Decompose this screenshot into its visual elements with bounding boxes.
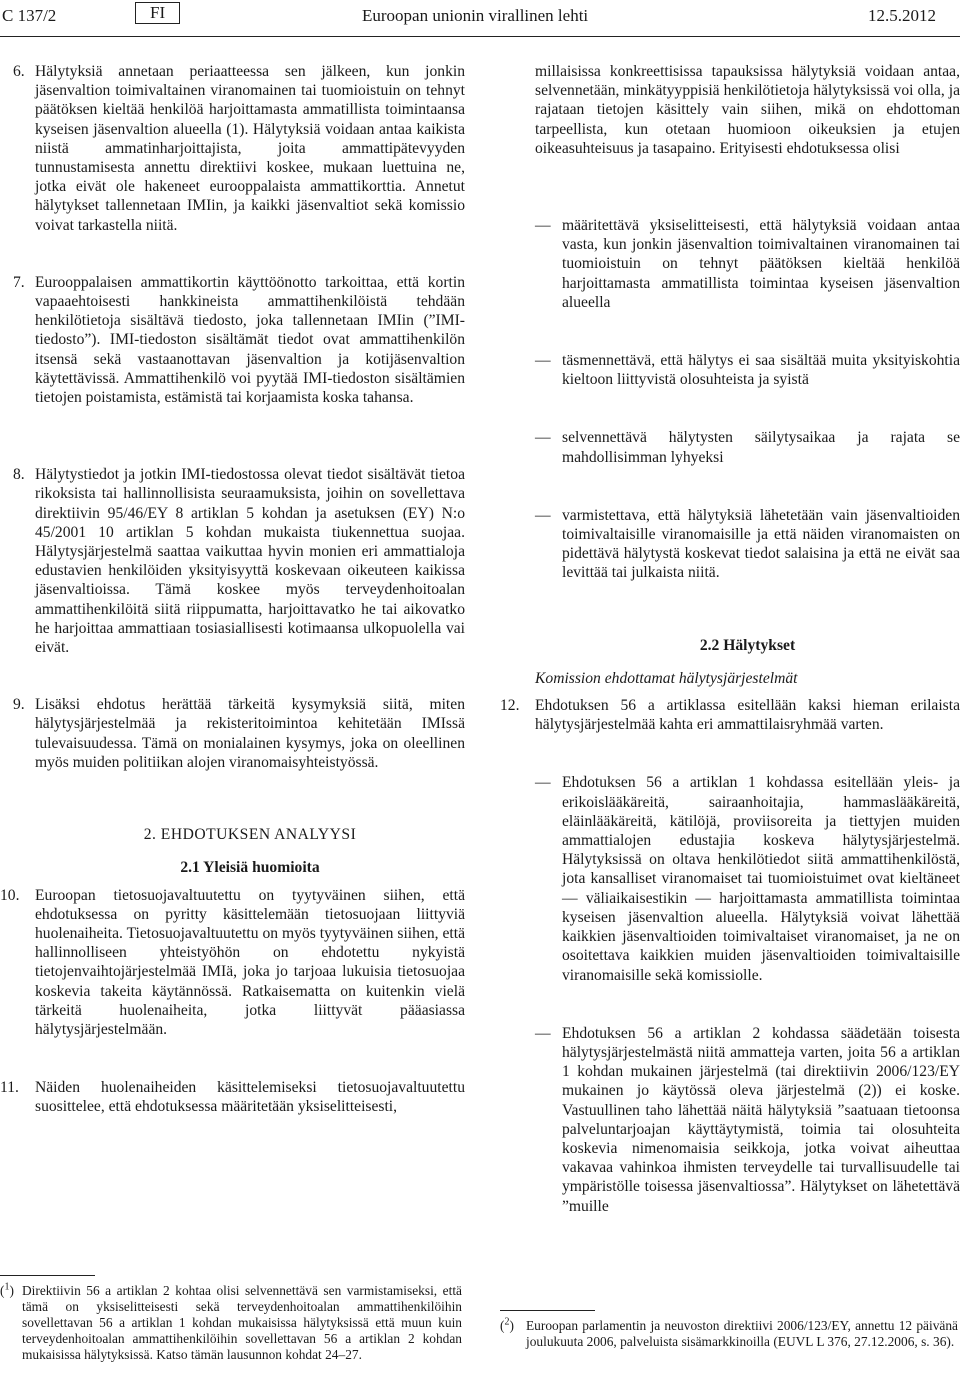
dash-marker: —	[535, 506, 551, 524]
list-item	[500, 773, 960, 984]
list-item	[500, 428, 960, 466]
list-item	[500, 351, 960, 389]
dash-marker: —	[535, 774, 551, 792]
paragraph-text: Hälytystiedot ja jotkin IMI-tiedostossa olevat tiedot sisältävät tietoa rikoksista tai hallinnollisista seuraamuksista, joihin on sovellettava direktiivin 95/46/EY 8 artiklan 5 kohdan ja asetuksen (EY) N:o 45/2001 10 artiklan 5 kohdan mukaista tiukennettua suojaa. Hälytysjärjestelmä saattaa vaikuttaa hyvin monien eri ammattialoja edustavien henkilöiden yksityisyyttä koskevaan oikeuteen kaikissa jäsenvaltioissa. Tämä koskee myös terveydenhoitoalan ammattihenkilöitä siitä riippumatta, harjoittavatko he tai aikovatko he harjoittaa ammattiaan tosiasiallisesti kotimaansa ulkopuolella vai eivät.	[35, 466, 465, 657]
list-item-text: Ehdotuksen 56 a artiklan 1 kohdassa esitellään yleis- ja erikoislääkäreitä, sairaanhoitajia, hammaslääkäreitä, eläinlääkäreitä, kätilöjä, proviisoreita ja tiettyjen muiden ammattialojen edustajia koskeva hälytysjärjestelmä. Hälytyksissä on oltava henkilötiedot siitä ammattihenkilöstä, jota kansalliset viranomaiset tai tuomioistuimet ovat kieltäneet — väliaikaisestikin — harjoittamasta ammatillista toimintaa kyseisen jäsenvaltion alueella. Hälytyksiä voivat lähettää kaikkien jäsenvaltioiden toimivaltaiset viranomaiset, ja ne on osoitettava kaikkien muiden jäsenvaltioiden toimivaltaisille viranomaisille sekä komissiolle.	[562, 774, 960, 984]
paragraph-text: Ehdotuksen 56 a artiklassa esitellään kaksi hieman erilaista hälytysjärjestelmää kahta eri ammattilaisryhmää varten.	[535, 697, 960, 734]
continuation-paragraph: millaisissa konkreettisissa tapauksissa hälytyksiä voidaan antaa, selvennetään, minkätyyppisiä henkilötietoja hälytyksissä voi olla, ja rajataan tietojen käsittely vain siihen, mikä on ehdottoman tarpeellista, kun otetaan huomioon oikeuksien ja etujen oikeasuhteisuus ja tasapaino. Erityisesti ehdotuksessa olisi	[535, 63, 960, 157]
page-header	[0, 0, 960, 42]
right-column	[500, 62, 960, 1216]
paragraph-number: 6.	[13, 63, 25, 80]
paragraph-9	[0, 695, 465, 772]
journal-reference: C 137/2	[2, 6, 57, 25]
paragraph-8	[0, 465, 465, 657]
paragraph-number: 9.	[13, 696, 25, 714]
paragraph-text: Hälytyksiä annetaan periaatteessa sen jälkeen, kun jonkin jäsenvaltion toimivaltainen viranomainen tai tuomioistuin on tehnyt päätöksen kieltää henkilöä harjoittamasta ammatillista toimintaansa kyseisen jäsenvaltion alueella (1). Hälytyksiä voidaan antaa kaikista niistä ammatinharjoittajista, joita ammattipätevyyden tunnustamisesta annettu direktiivi koskee, mukaan luettuina ne, jotka eivät ole hakeneet eurooppalaista ammattikorttia. Annetut hälytykset tallennetaan IMIin, ja kaikki jäsenvaltiot sekä komissio voivat tarkastella niitä.	[35, 63, 465, 234]
paragraph-text: Lisäksi ehdotus herättää tärkeitä kysymyksiä siitä, miten hälytysjärjestelmää ja rekisteritoimintoa kehitetään IMIssä tulevaisuudessa. Tämä on monialainen kysymys, joka on oleellinen myös muiden politiikan alojen viranomaisyhteistyössä.	[35, 696, 465, 771]
language-badge: FI	[135, 2, 180, 24]
paragraph-12	[500, 696, 960, 734]
left-column	[0, 62, 465, 1117]
section-heading-2-1: 2.1 Yleisiä huomioita	[180, 859, 320, 877]
paragraph-number: 10.	[0, 886, 20, 904]
section-heading-2-2: 2.2 Hälytykset	[699, 636, 796, 654]
paragraph-number: 7.	[13, 273, 25, 291]
footnote-rule	[0, 1275, 95, 1276]
header-rule	[0, 36, 960, 37]
footnote-mark: ($^2$)	[500, 1316, 514, 1333]
subheading: Komission ehdottamat hälytysjärjestelmät	[535, 669, 798, 687]
list-item	[500, 1024, 960, 1216]
footnote-text: Direktiivin 56 a artiklan 2 kohtaa olisi selvennettävä sen varmistamiseksi, että tämä on yksiselitteisesti sekä terveydenhoitoalan ammattihenkilöihin sovellettavan 56 a artiklan 1 kohdan mukaisissa hälytyksissä että muun kuin terveydenhoitoalan ammattihenkilöihin sovellettavan 56 a artiklan 2 kohdan mukaisissa hälytyksissä. Katso tämän lausunnon kohdat 24–27.	[22, 1283, 462, 1362]
publication-date: 12.5.2012	[868, 6, 936, 25]
journal-title: Euroopan unionin virallinen lehti	[362, 6, 589, 25]
list-item	[500, 216, 960, 312]
paragraph-text: Eurooppalaisen ammattikortin käyttöönotto tarkoittaa, että kortin vapaaehtoisesti hankkineista ammattihenkilöistä tehdään henkilötietoja sisältävä tiedosto, joka tallennetaan IMIin (”IMI-tiedosto”). IMI-tiedoston sisältämät tiedot ovat ammattihenkilön itsensä sekä vastaanottavan jäsenvaltion ja kotijäsenvaltion käytettävissä. Ammattihenkilö voi pyytää IMI-tiedoston sisältämien tietojen poistamista, estämistä tai korjaamista koska tahansa.	[35, 273, 465, 407]
footnote-mark: ($^1$)	[0, 1281, 14, 1298]
footnote-2	[500, 1318, 958, 1350]
paragraph-number: 8.	[13, 466, 25, 484]
footnote-rule	[500, 1310, 595, 1311]
list-item	[500, 506, 960, 583]
footnote-text: Euroopan parlamentin ja neuvoston direktiivi 2006/123/EY, annettu 12 päivänä joulukuuta 2006, palveluista sisämarkkinoilla (EUVL L 376, 27.12.2006, s. 36).	[526, 1318, 958, 1349]
paragraph-10	[0, 886, 465, 1040]
dash-marker: —	[535, 352, 551, 370]
paragraph-number: 12.	[500, 697, 520, 715]
list-item-text: selvennettävä hälytysten säilytysaikaa ja rajata se mahdollisimman lyhyeksi	[562, 429, 960, 466]
footnote-1	[0, 1283, 462, 1363]
dash-marker: —	[535, 429, 551, 447]
list-item-text: varmistettava, että hälytyksiä lähetetään vain jäsenvaltioiden toimivaltaisille viranomaisille ja että näiden viranomaisten on pidettävä hälytystä koskevat tiedot salaisina ja että ne eivät saa levittää tai julkaista niitä.	[562, 506, 960, 582]
paragraph-text: Näiden huolenaiheiden käsittelemiseksi tietosuojavaltuutettu suosittelee, että ehdotuksessa määritetään yksiselitteisesti,	[35, 1079, 465, 1116]
paragraph-6	[0, 62, 465, 235]
paragraph-7	[0, 273, 465, 407]
section-heading-2: 2. EHDOTUKSEN ANALYYSI	[143, 826, 357, 844]
list-item-text: määritettävä yksiselitteisesti, että hälytyksiä voidaan antaa vasta, kun jonkin jäsenvaltion toimivaltainen viranomainen tai tuomioistuin on tehnyt päätöksen kieltää henkilöä harjoittamasta ammatillista toimintaa kyseisen jäsenvaltion alueella	[562, 217, 960, 311]
list-item-text: täsmennettävä, että hälytys ei saa sisältää muita yksityiskohtia kieltoon liittyvistä olosuhteista ja syistä	[562, 352, 960, 389]
list-item-text: Ehdotuksen 56 a artiklan 2 kohdassa säädetään toisesta hälytysjärjestelmästä niitä ammatteja varten, joita 56 a artiklan 1 kohdan mukainen järjestelmä (tai direktiivin 2006/123/EY mukainen jo käytössä oleva järjestelmä (2)) ei koske. Vastuullinen taho lähettää näitä hälytyksiä ”saatuaan tietoonsa palveluntarjoajan käyttäytymistä, toimia tai olosuhteita koskevia nimenomaisia seikkoja, jotka voivat aiheuttaa vakavaa vahinkoa ihmisten terveydelle tai turvallisuudelle tai ympäristölle toisessa jäsenvaltiossa”. Hälytykset on lähetettävä ”muille	[562, 1024, 960, 1215]
paragraph-text: Euroopan tietosuojavaltuutettu on tyytyväinen siihen, että ehdotuksessa on pyritty käsittelemään tietosuojaan liittyviä huolenaiheita. Tietosuojavaltuutettu on myös tyytyväinen siihen, että hallinnolliseen yhteistyöhön on ehdotettu nykyistä tietojenvaihtojärjestelmää IMIä, joka jo tarjoaa lukuisia tietosuojaa koskevia takeita käytännössä. Ratkaisematta on kuitenkin vielä tärkeitä huolenaiheita, jotka liittyvät pääasiassa hälytysjärjestelmään.	[35, 886, 465, 1038]
dash-marker: —	[535, 1024, 551, 1042]
paragraph-number: 11.	[0, 1079, 19, 1097]
dash-marker: —	[535, 217, 551, 235]
paragraph-11	[0, 1078, 465, 1116]
